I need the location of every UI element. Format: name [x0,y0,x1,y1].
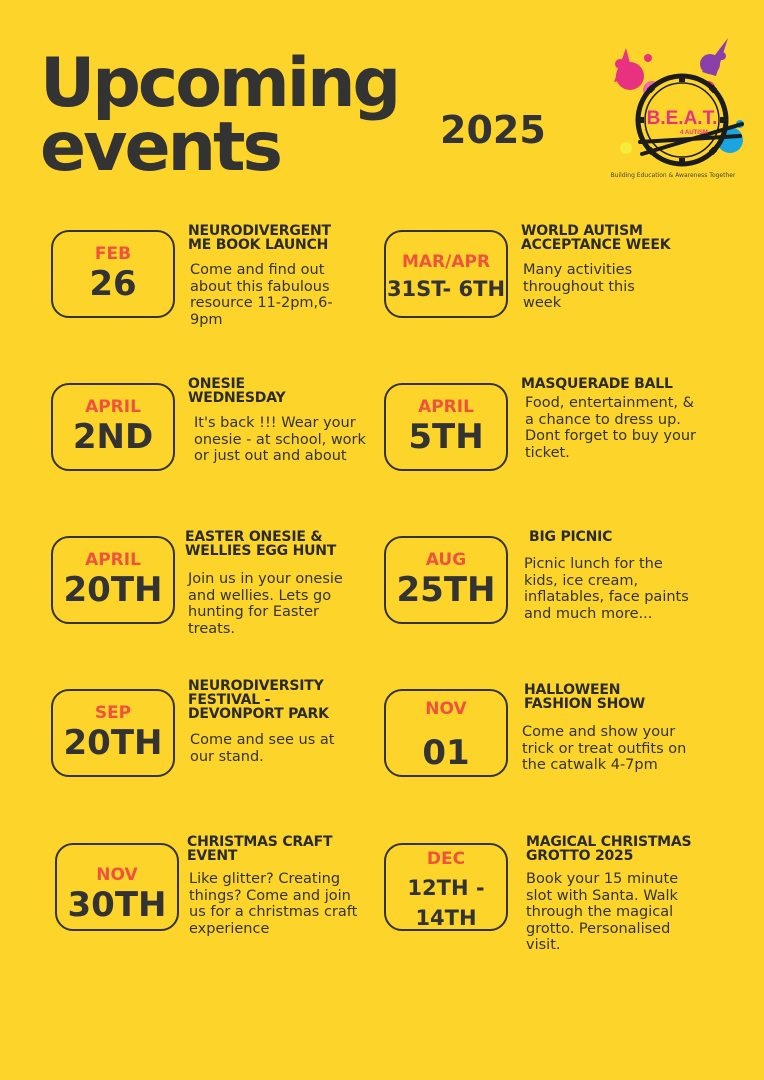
event-day: 5TH [408,417,484,457]
event-description: Book your 15 minute slot with Santa. Walk through the magical grotto. Personalised visit. [526,871,679,953]
date-box [384,536,508,624]
year-label: 2025 [440,108,546,152]
event-title: MASQUERADE BALL [521,376,673,392]
event-day: 26 [89,264,137,304]
event-description: Come and show your trick or treat outfits on the catwalk 4-7pm [522,724,687,773]
title-line-1: Upcoming [40,44,399,123]
date-box [384,230,508,318]
event-title: ONESIE WEDNESDAY [188,376,286,406]
event-day: 30TH [67,885,167,925]
event-description: Come and find out about this fabulous resource 11-2pm,6-9pm [190,262,333,328]
event-day: 31ST- 6TH [386,277,506,301]
page-title [40,44,399,187]
event-description: Join us in your onesie and wellies. Lets go hunting for Easter treats. [188,571,343,637]
event-title: NEURODIVERSITY FESTIVAL - DEVONPORT PARK [188,678,329,722]
event-month: APRIL [418,397,474,417]
event-month: APRIL [85,550,141,570]
event-month: APRIL [85,397,141,417]
logo-text: B.E.A.T. [646,108,718,129]
date-box [51,230,175,318]
date-box [384,383,508,471]
event-month: SEP [94,703,132,723]
event-month: NOV [96,865,138,885]
event-month: MAR/APR [401,252,491,272]
event-day: 01 [422,733,470,773]
event-title: BIG PICNIC [529,529,613,545]
event-title: EASTER ONESIE & WELLIES EGG HUNT [185,529,337,559]
event-title: CHRISTMAS CRAFT EVENT [187,834,333,864]
logo-subtext: 4 AUTISM [680,130,708,136]
event-month: NOV [425,699,467,719]
event-description: Like glitter? Creating things? Come and join us for a christmas craft experience [189,871,358,937]
event-description: Food, entertainment, & a chance to dress up. Dont forget to buy your ticket. [525,395,696,461]
event-title: NEURODIVERGENT ME BOOK LAUNCH [188,223,331,253]
event-title: HALLOWEEN FASHION SHOW [524,682,646,712]
event-day: 20TH [63,723,163,763]
date-box [51,689,175,777]
date-box [51,383,175,471]
date-box [51,536,175,624]
event-day: 20TH [63,570,163,610]
logo-tagline: Building Education & Awareness Together [610,172,736,179]
event-title: WORLD AUTISM ACCEPTANCE WEEK [521,223,671,253]
event-month: FEB [94,244,132,264]
date-box [55,843,179,931]
event-day: 2ND [72,417,154,457]
beat-logo [590,28,750,188]
event-month: DEC [426,849,466,869]
event-day: 25TH [396,570,496,610]
event-title: MAGICAL CHRISTMAS GROTTO 2025 [526,834,692,864]
event-day: 12TH - 14TH [407,876,485,930]
date-box [384,689,508,777]
event-month: AUG [425,550,467,570]
event-description: Many activities throughout this week [523,262,635,311]
date-box [384,843,508,931]
event-description: Come and see us at our stand. [190,732,335,765]
event-description: It's back !!! Wear your onesie - at school, work or just out and about [194,415,366,464]
title-line-2: events [40,108,280,187]
event-description: Picnic lunch for the kids, ice cream, inflatables, face paints and much more... [524,556,689,622]
